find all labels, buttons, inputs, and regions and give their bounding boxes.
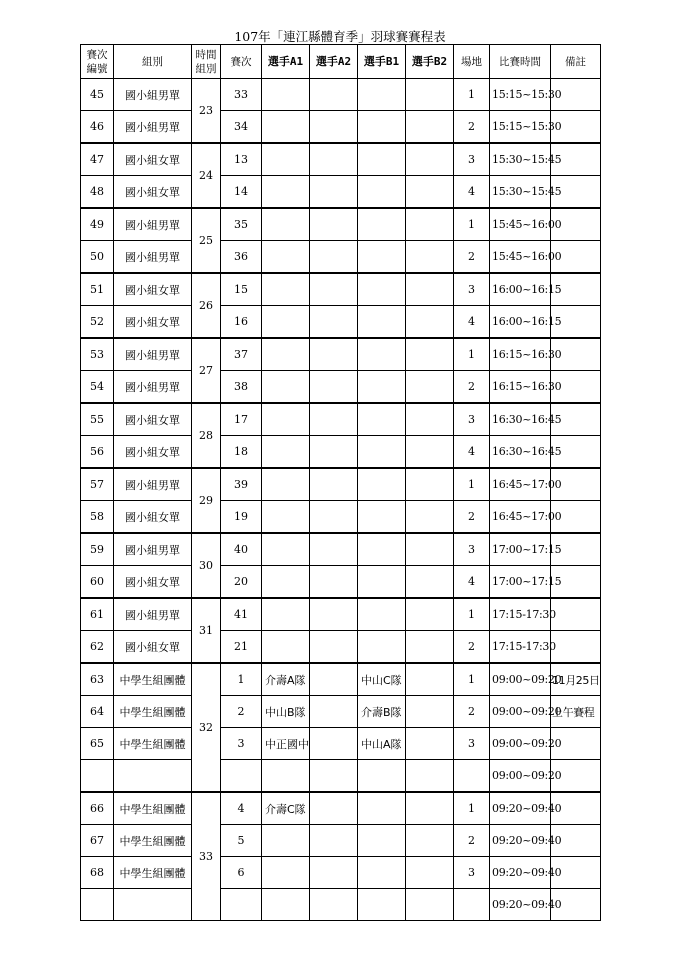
player-a2-cell bbox=[310, 631, 358, 664]
player-a2-cell bbox=[310, 79, 358, 111]
category-cell: 國小組男單 bbox=[114, 338, 192, 371]
header-player-b2-label: 選手B2 bbox=[411, 54, 448, 68]
match-time-cell: 09:00~09:20 bbox=[490, 760, 551, 793]
player-b1-cell bbox=[358, 79, 406, 111]
player-b1-cell bbox=[358, 533, 406, 566]
match-no-cell: 50 bbox=[81, 241, 114, 274]
court-cell bbox=[454, 760, 490, 793]
player-a1-cell bbox=[262, 631, 310, 664]
round-cell: 35 bbox=[221, 208, 262, 241]
player-a2-cell bbox=[310, 338, 358, 371]
table-row bbox=[81, 501, 601, 534]
player-a1-cell: 介壽A隊 bbox=[262, 663, 310, 696]
player-b2-cell bbox=[406, 176, 454, 209]
court-cell: 2 bbox=[454, 501, 490, 534]
player-b1-cell bbox=[358, 338, 406, 371]
header-court: 場地 bbox=[454, 45, 490, 79]
player-b2-cell bbox=[406, 533, 454, 566]
time-group-cell: 28 bbox=[192, 403, 221, 468]
court-cell: 1 bbox=[454, 598, 490, 631]
player-a1-cell bbox=[262, 501, 310, 534]
match-no-cell: 61 bbox=[81, 598, 114, 631]
category-cell: 中學生組團體 bbox=[114, 825, 192, 857]
player-b1-cell: 介壽B隊 bbox=[358, 696, 406, 728]
category-cell: 國小組男單 bbox=[114, 208, 192, 241]
match-time-cell: 16:00~16:15 bbox=[490, 273, 551, 306]
player-a2-cell bbox=[310, 533, 358, 566]
player-b1-cell bbox=[358, 273, 406, 306]
player-b1-cell: 中山C隊 bbox=[358, 663, 406, 696]
round-cell: 13 bbox=[221, 143, 262, 176]
player-a1-cell bbox=[262, 338, 310, 371]
player-a2-cell bbox=[310, 403, 358, 436]
player-b1-cell bbox=[358, 825, 406, 857]
match-time-cell: 09:00~09:20 bbox=[490, 663, 551, 696]
player-b2-cell bbox=[406, 728, 454, 760]
match-no-cell bbox=[81, 760, 114, 793]
round-cell: 34 bbox=[221, 111, 262, 144]
schedule-body bbox=[81, 79, 601, 921]
court-cell: 2 bbox=[454, 825, 490, 857]
player-b2-cell bbox=[406, 273, 454, 306]
player-a2-cell bbox=[310, 371, 358, 404]
header-player-a1 bbox=[262, 45, 310, 79]
header-player-b1 bbox=[358, 45, 406, 79]
table-row bbox=[81, 436, 601, 469]
category-cell: 中學生組團體 bbox=[114, 663, 192, 696]
match-time-cell: 17:15-17:30 bbox=[490, 631, 551, 664]
player-a1-cell bbox=[262, 371, 310, 404]
round-cell: 33 bbox=[221, 79, 262, 111]
court-cell: 4 bbox=[454, 436, 490, 469]
match-time-cell: 15:30~15:45 bbox=[490, 176, 551, 209]
time-group-cell: 25 bbox=[192, 208, 221, 273]
category-cell: 國小組女單 bbox=[114, 436, 192, 469]
match-no-cell: 58 bbox=[81, 501, 114, 534]
round-cell: 6 bbox=[221, 857, 262, 889]
remarks-cell bbox=[551, 631, 601, 664]
table-row bbox=[81, 598, 601, 631]
player-a1-cell bbox=[262, 143, 310, 176]
time-group-cell: 33 bbox=[192, 792, 221, 921]
court-cell: 1 bbox=[454, 663, 490, 696]
round-cell: 19 bbox=[221, 501, 262, 534]
player-b2-cell bbox=[406, 208, 454, 241]
header-player-a2-label: 選手A2 bbox=[315, 54, 352, 68]
category-cell: 國小組女單 bbox=[114, 143, 192, 176]
player-a1-cell bbox=[262, 825, 310, 857]
match-time-cell: 15:15~15:30 bbox=[490, 111, 551, 144]
category-cell: 國小組男單 bbox=[114, 79, 192, 111]
table-row bbox=[81, 371, 601, 404]
page-title: 107年「連江縣體育季」羽球賽賽程表 bbox=[234, 29, 446, 44]
round-cell: 40 bbox=[221, 533, 262, 566]
match-no-cell: 56 bbox=[81, 436, 114, 469]
match-time-cell: 09:00~09:20 bbox=[490, 728, 551, 760]
player-b2-cell bbox=[406, 598, 454, 631]
table-row bbox=[81, 696, 601, 728]
player-a1-cell: 中正國中 bbox=[262, 728, 310, 760]
match-time-cell: 16:45~17:00 bbox=[490, 501, 551, 534]
header-time-group: 時間 組別 bbox=[192, 45, 221, 79]
table-row bbox=[81, 273, 601, 306]
match-no-cell: 64 bbox=[81, 696, 114, 728]
round-cell: 3 bbox=[221, 728, 262, 760]
category-cell: 國小組女單 bbox=[114, 403, 192, 436]
player-a2-cell bbox=[310, 306, 358, 339]
match-time-cell: 09:20~09:40 bbox=[490, 857, 551, 889]
court-cell: 1 bbox=[454, 792, 490, 825]
player-a2-cell bbox=[310, 889, 358, 921]
table-row bbox=[81, 663, 601, 696]
match-time-cell: 16:30~16:45 bbox=[490, 436, 551, 469]
category-cell: 國小組女單 bbox=[114, 273, 192, 306]
category-cell bbox=[114, 760, 192, 793]
table-row bbox=[81, 176, 601, 209]
match-time-cell: 17:00~17:15 bbox=[490, 533, 551, 566]
header-player-a1-label: 選手A1 bbox=[267, 54, 304, 68]
player-b1-cell bbox=[358, 501, 406, 534]
match-no-cell bbox=[81, 889, 114, 921]
court-cell: 2 bbox=[454, 696, 490, 728]
table-row bbox=[81, 208, 601, 241]
player-a1-cell: 中山B隊 bbox=[262, 696, 310, 728]
player-a1-cell bbox=[262, 241, 310, 274]
player-b1-cell bbox=[358, 598, 406, 631]
header-player-b1-label: 選手B1 bbox=[363, 54, 400, 68]
player-b1-cell bbox=[358, 631, 406, 664]
match-time-cell: 16:15~16:30 bbox=[490, 371, 551, 404]
player-b2-cell bbox=[406, 111, 454, 144]
round-cell: 16 bbox=[221, 306, 262, 339]
court-cell: 3 bbox=[454, 403, 490, 436]
court-cell: 2 bbox=[454, 371, 490, 404]
match-time-cell: 09:20~09:40 bbox=[490, 792, 551, 825]
player-b2-cell bbox=[406, 631, 454, 664]
match-no-cell: 65 bbox=[81, 728, 114, 760]
round-cell: 4 bbox=[221, 792, 262, 825]
player-b2-cell bbox=[406, 792, 454, 825]
player-b2-cell bbox=[406, 889, 454, 921]
category-cell: 中學生組團體 bbox=[114, 728, 192, 760]
player-b1-cell bbox=[358, 306, 406, 339]
time-group-cell: 32 bbox=[192, 663, 221, 792]
round-cell: 5 bbox=[221, 825, 262, 857]
match-no-cell: 45 bbox=[81, 79, 114, 111]
match-no-cell: 63 bbox=[81, 663, 114, 696]
player-a1-cell bbox=[262, 857, 310, 889]
player-a2-cell bbox=[310, 792, 358, 825]
player-a1-cell bbox=[262, 208, 310, 241]
court-cell: 1 bbox=[454, 338, 490, 371]
player-b1-cell bbox=[358, 403, 406, 436]
player-a2-cell bbox=[310, 501, 358, 534]
table-row bbox=[81, 760, 601, 793]
time-group-cell: 31 bbox=[192, 598, 221, 663]
player-b2-cell bbox=[406, 760, 454, 793]
round-cell bbox=[221, 760, 262, 793]
player-b2-cell bbox=[406, 306, 454, 339]
match-time-cell: 17:15-17:30 bbox=[490, 598, 551, 631]
time-group-cell: 27 bbox=[192, 338, 221, 403]
player-a1-cell bbox=[262, 598, 310, 631]
player-b1-cell bbox=[358, 371, 406, 404]
time-group-cell: 29 bbox=[192, 468, 221, 533]
match-no-cell: 51 bbox=[81, 273, 114, 306]
round-cell: 2 bbox=[221, 696, 262, 728]
match-time-cell: 09:00~09:20 bbox=[490, 696, 551, 728]
player-a2-cell bbox=[310, 208, 358, 241]
player-a1-cell bbox=[262, 533, 310, 566]
match-no-cell: 66 bbox=[81, 792, 114, 825]
court-cell: 1 bbox=[454, 79, 490, 111]
player-a2-cell bbox=[310, 857, 358, 889]
player-b1-cell bbox=[358, 436, 406, 469]
player-a2-cell bbox=[310, 436, 358, 469]
player-a1-cell bbox=[262, 760, 310, 793]
round-cell: 21 bbox=[221, 631, 262, 664]
header-player-a2 bbox=[310, 45, 358, 79]
player-a2-cell bbox=[310, 143, 358, 176]
category-cell: 國小組男單 bbox=[114, 241, 192, 274]
player-a1-cell bbox=[262, 889, 310, 921]
player-a1-cell bbox=[262, 176, 310, 209]
table-row bbox=[81, 468, 601, 501]
player-b2-cell bbox=[406, 501, 454, 534]
court-cell: 2 bbox=[454, 111, 490, 144]
match-time-cell: 16:45~17:00 bbox=[490, 468, 551, 501]
player-b2-cell bbox=[406, 857, 454, 889]
match-time-cell: 17:00~17:15 bbox=[490, 566, 551, 599]
category-cell: 國小組男單 bbox=[114, 371, 192, 404]
match-no-cell: 53 bbox=[81, 338, 114, 371]
category-cell: 國小組男單 bbox=[114, 533, 192, 566]
category-cell: 國小組女單 bbox=[114, 306, 192, 339]
player-b2-cell bbox=[406, 79, 454, 111]
header-match-time: 比賽時間 bbox=[490, 45, 551, 79]
header-match-no: 賽次 編號 bbox=[81, 45, 114, 79]
match-no-cell: 55 bbox=[81, 403, 114, 436]
table-row bbox=[81, 566, 601, 599]
round-cell: 41 bbox=[221, 598, 262, 631]
remarks-cell: 上午賽程 bbox=[551, 696, 601, 728]
table-row bbox=[81, 338, 601, 371]
player-a2-cell bbox=[310, 760, 358, 793]
player-b2-cell bbox=[406, 436, 454, 469]
category-cell: 國小組男單 bbox=[114, 598, 192, 631]
round-cell: 15 bbox=[221, 273, 262, 306]
court-cell: 3 bbox=[454, 273, 490, 306]
match-no-cell: 48 bbox=[81, 176, 114, 209]
player-b1-cell bbox=[358, 566, 406, 599]
player-b2-cell bbox=[406, 143, 454, 176]
player-b1-cell bbox=[358, 208, 406, 241]
player-b1-cell bbox=[358, 176, 406, 209]
match-no-cell: 52 bbox=[81, 306, 114, 339]
player-b2-cell bbox=[406, 241, 454, 274]
player-a1-cell: 介壽C隊 bbox=[262, 792, 310, 825]
court-cell: 2 bbox=[454, 241, 490, 274]
court-cell: 2 bbox=[454, 631, 490, 664]
remarks-cell bbox=[551, 598, 601, 631]
match-time-cell: 16:00~16:15 bbox=[490, 306, 551, 339]
player-b2-cell bbox=[406, 468, 454, 501]
category-cell: 國小組女單 bbox=[114, 566, 192, 599]
match-no-cell: 54 bbox=[81, 371, 114, 404]
table-row bbox=[81, 631, 601, 664]
court-cell: 3 bbox=[454, 533, 490, 566]
player-a1-cell bbox=[262, 273, 310, 306]
player-a1-cell bbox=[262, 79, 310, 111]
category-cell bbox=[114, 889, 192, 921]
player-b2-cell bbox=[406, 566, 454, 599]
court-cell: 3 bbox=[454, 143, 490, 176]
player-a1-cell bbox=[262, 436, 310, 469]
round-cell: 39 bbox=[221, 468, 262, 501]
table-row bbox=[81, 792, 601, 825]
table-row bbox=[81, 306, 601, 339]
time-group-cell: 26 bbox=[192, 273, 221, 338]
match-time-cell: 15:30~15:45 bbox=[490, 143, 551, 176]
schedule-table bbox=[80, 44, 601, 921]
match-no-cell: 59 bbox=[81, 533, 114, 566]
court-cell: 3 bbox=[454, 857, 490, 889]
header-row bbox=[81, 45, 601, 79]
player-a2-cell bbox=[310, 598, 358, 631]
player-a1-cell bbox=[262, 468, 310, 501]
category-cell: 中學生組團體 bbox=[114, 696, 192, 728]
player-a1-cell bbox=[262, 403, 310, 436]
category-cell: 國小組女單 bbox=[114, 631, 192, 664]
player-b2-cell bbox=[406, 663, 454, 696]
player-a2-cell bbox=[310, 696, 358, 728]
player-b1-cell bbox=[358, 241, 406, 274]
category-cell: 中學生組團體 bbox=[114, 792, 192, 825]
match-no-cell: 49 bbox=[81, 208, 114, 241]
category-cell: 國小組男單 bbox=[114, 468, 192, 501]
player-a1-cell bbox=[262, 111, 310, 144]
match-time-cell: 15:15~15:30 bbox=[490, 79, 551, 111]
player-a2-cell bbox=[310, 176, 358, 209]
match-time-cell: 15:45~16:00 bbox=[490, 241, 551, 274]
round-cell: 18 bbox=[221, 436, 262, 469]
round-cell: 20 bbox=[221, 566, 262, 599]
remarks-cell: 11月25日 bbox=[551, 663, 601, 696]
header-round: 賽次 bbox=[221, 45, 262, 79]
round-cell: 14 bbox=[221, 176, 262, 209]
player-b2-cell bbox=[406, 338, 454, 371]
table-row bbox=[81, 889, 601, 921]
player-b2-cell bbox=[406, 371, 454, 404]
match-time-cell: 09:20~09:40 bbox=[490, 889, 551, 921]
time-group-cell: 23 bbox=[192, 79, 221, 144]
table-row bbox=[81, 111, 601, 144]
category-cell: 國小組女單 bbox=[114, 501, 192, 534]
player-a2-cell bbox=[310, 273, 358, 306]
player-a2-cell bbox=[310, 566, 358, 599]
header-player-b2 bbox=[406, 45, 454, 79]
round-cell: 37 bbox=[221, 338, 262, 371]
header-category: 組別 bbox=[114, 45, 192, 79]
match-no-cell: 68 bbox=[81, 857, 114, 889]
player-a2-cell bbox=[310, 111, 358, 144]
player-b2-cell bbox=[406, 403, 454, 436]
category-cell: 中學生組團體 bbox=[114, 857, 192, 889]
player-b1-cell bbox=[358, 889, 406, 921]
player-b1-cell bbox=[358, 792, 406, 825]
match-time-cell: 16:15~16:30 bbox=[490, 338, 551, 371]
court-cell: 4 bbox=[454, 306, 490, 339]
round-cell: 1 bbox=[221, 663, 262, 696]
header-remarks: 備註 bbox=[551, 45, 601, 79]
table-row bbox=[81, 241, 601, 274]
player-a2-cell bbox=[310, 241, 358, 274]
player-a1-cell bbox=[262, 566, 310, 599]
player-b1-cell bbox=[358, 760, 406, 793]
table-row bbox=[81, 728, 601, 760]
match-no-cell: 46 bbox=[81, 111, 114, 144]
category-cell: 國小組女單 bbox=[114, 176, 192, 209]
player-a2-cell bbox=[310, 728, 358, 760]
player-a2-cell bbox=[310, 825, 358, 857]
table-row bbox=[81, 79, 601, 111]
time-group-cell: 30 bbox=[192, 533, 221, 598]
match-no-cell: 60 bbox=[81, 566, 114, 599]
player-a2-cell bbox=[310, 663, 358, 696]
player-b1-cell: 中山A隊 bbox=[358, 728, 406, 760]
match-time-cell: 15:45~16:00 bbox=[490, 208, 551, 241]
match-time-cell: 16:30~16:45 bbox=[490, 403, 551, 436]
player-a2-cell bbox=[310, 468, 358, 501]
match-no-cell: 47 bbox=[81, 143, 114, 176]
player-b2-cell bbox=[406, 825, 454, 857]
player-b1-cell bbox=[358, 857, 406, 889]
table-row bbox=[81, 143, 601, 176]
player-b2-cell bbox=[406, 696, 454, 728]
table-row bbox=[81, 857, 601, 889]
table-row bbox=[81, 825, 601, 857]
court-cell: 3 bbox=[454, 728, 490, 760]
court-cell: 1 bbox=[454, 468, 490, 501]
table-row bbox=[81, 533, 601, 566]
player-b1-cell bbox=[358, 111, 406, 144]
player-b1-cell bbox=[358, 468, 406, 501]
player-a1-cell bbox=[262, 306, 310, 339]
round-cell: 17 bbox=[221, 403, 262, 436]
round-cell: 38 bbox=[221, 371, 262, 404]
player-b1-cell bbox=[358, 143, 406, 176]
table-row bbox=[81, 403, 601, 436]
round-cell: 36 bbox=[221, 241, 262, 274]
match-no-cell: 57 bbox=[81, 468, 114, 501]
court-cell: 1 bbox=[454, 208, 490, 241]
time-group-cell: 24 bbox=[192, 143, 221, 208]
court-cell: 4 bbox=[454, 566, 490, 599]
category-cell: 國小組男單 bbox=[114, 111, 192, 144]
court-cell: 4 bbox=[454, 176, 490, 209]
court-cell bbox=[454, 889, 490, 921]
match-time-cell: 09:20~09:40 bbox=[490, 825, 551, 857]
match-no-cell: 67 bbox=[81, 825, 114, 857]
round-cell bbox=[221, 889, 262, 921]
match-no-cell: 62 bbox=[81, 631, 114, 664]
